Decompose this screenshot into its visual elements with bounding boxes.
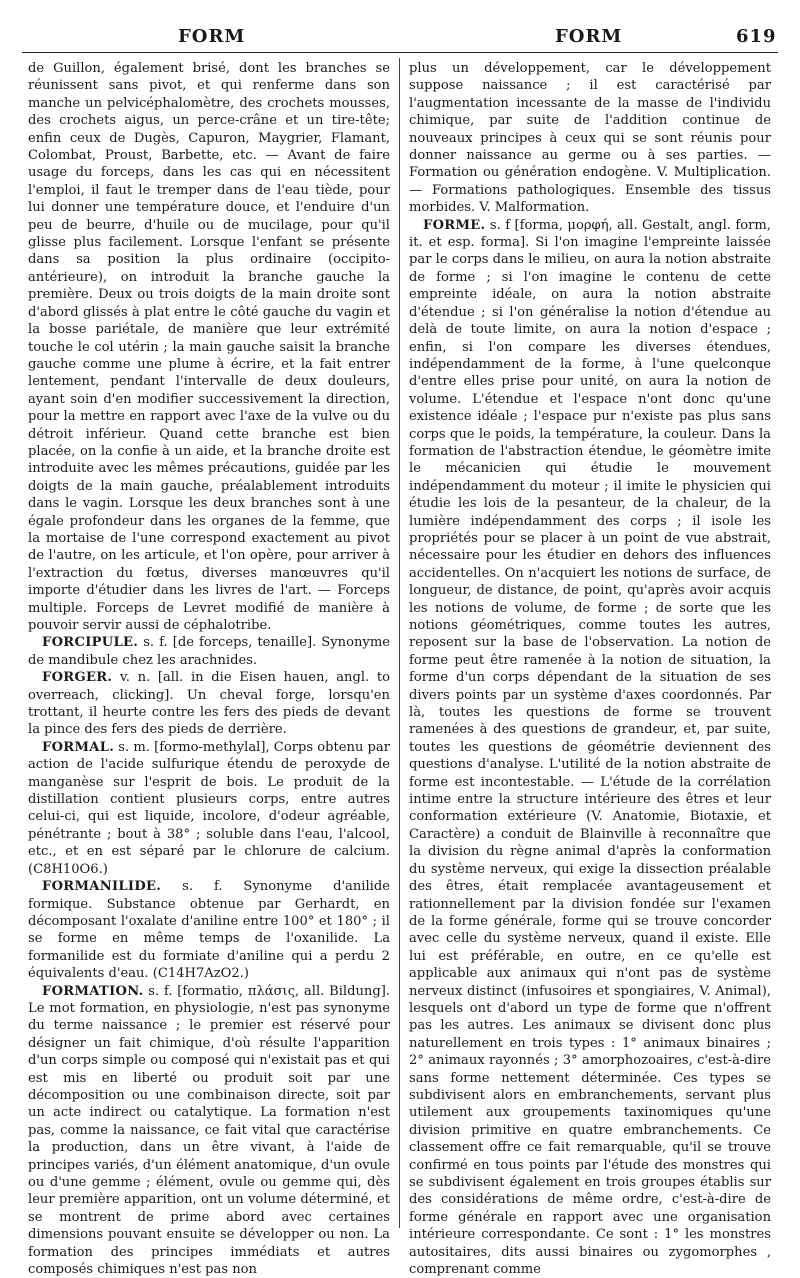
headword: FORMAL. <box>42 739 115 755</box>
entry-formanilide <box>28 878 390 982</box>
forceps-continuation: de Guillon, également brisé, dont les branches se réunissent sans pivot, et qui renferme dans son manche un pelvicéphalomètre, des crochets mousses, des crochets aigus, un perce-crâne et un tire-tête; enfin ceux de Dugès, Capuron, Maygrier, Flamant, Colombat, Proust, Barbette, etc. — Avant de faire usage du forceps, dans les cas qui en nécessitent l'emploi, il faut le tremper dans de l'eau tiède, pour lui donner une température douce, et l'enduire d'un peu de beurre, d'huile ou de mucilage, pour qu'il glisse plus facilement. Lorsque l'enfant se présente dans sa position la plus ordinaire (occipito-antérieure), on introduit la branche gauche la première. Deux ou trois doigts de la main droite sont d'abord glissés à plat entre le côté gauche du vagin et la bosse pariétale, de manière que leur extrémité touche le col utérin ; la main gauche saisit la branche gauche comme une plume à écrire, et la fait entrer lentement, pendant l'intervalle de deux douleurs, ayant soin d'en modifier successivement la direction, pour la mettre en rapport avec l'axe de la vulve ou du détroit inférieur. Quand cette branche est bien placée, on la confie à un aide, et la branche droite est introduite avec les mêmes précautions, guidée par les doigts de la main gauche, préalablement introduits dans le vagin. Lorsque les deux branches sont à une égale profondeur dans les organes de la femme, que la mortaise de l'une correspond exactement au pivot de l'autre, on les articule, et l'on opère, pour arriver à l'extraction du fœtus, diverses manœuvres qu'il importe d'étudier dans les livres de l'art. — Forceps multiple. Forceps de Levret modifié de manière à pouvoir servir aussi de céphalotribe. <box>28 61 390 633</box>
entry-body: v. n. [all. in die Eisen hauen, angl. to overreach, clicking]. Un cheval forge, lorsqu'en trottant, il heurte contre les fers des pieds de devant la pince des fers des pieds de derrière. <box>28 670 390 738</box>
headword: FORMATION. <box>42 983 144 999</box>
entry-body: s. m. [formo-methylal], Corps obtenu par action de l'acide sulfurique étendu de peroxyde de manganèse sur l'esprit de bois. Le produit de la distillation contient plusieurs corps, entre autres celui-ci, qui est liquide, incolore, d'odeur agréable, pénétrante ; bout à 38° ; soluble dans l'eau, l'alcool, etc., et en est séparé par le chlorure de calcium. (C8H10O6.) <box>28 739 390 877</box>
entry-forger <box>28 669 390 739</box>
header-rule <box>22 52 778 53</box>
formation-continuation: plus un développement, car le développement suppose naissance ; il est caractérisé par l'augmentation incessante de la masse de l'individu chimique, par suite de l'addition continue de nouveaux principes à ceux qui se sont réunis pour donner naissance au germe ou à ses parties. — Formation ou génération endogène. V. Multiplication. — Formations pathologiques. Ensemble des tissus morbides. V. Malformation. <box>409 61 771 216</box>
left-column <box>28 60 390 1278</box>
page-number: 619 <box>736 26 777 47</box>
running-head-right: FORM <box>555 26 623 47</box>
entry-formation <box>28 983 390 1278</box>
entry-forme <box>409 217 771 1278</box>
entry-body: s. f [forma, μορφή, all. Gestalt, angl. form, it. et esp. forma]. Si l'on imagine l'empreinte laissée par le corps dans le milieu, on aura la notion abstraite de forme ; si l'on imagine le contenu de cette empreinte idéale, on aura la notion abstraite d'étendue ; si l'on généralise la notion d'étendue au delà de toute limite, on aura la notion d'espace ; enfin, si l'on compare les diverses étendues, indépendamment de la forme, à l'une quelconque d'entre elles prise pour unité, on aura la notion de volume. L'étendue et l'espace n'ont donc qu'une existence idéale ; l'espace pur n'existe pas plus sans corps que le poids, la température, la couleur. Dans la formation de l'abstraction étendue, le géomètre imite le mécanicien qui étudie le mouvement indépendamment du moteur ; il imite le physicien qui étudie les lois de la pesanteur, de la chaleur, de la lumière indépendamment des corps ; il isole les propriétés pour se placer à un point de vue abstrait, nécessaire pour les étudier en dehors des influences accidentelles. On n'acquiert les notions de surface, de longueur, de distance, de point, qu'après avoir acquis les notions de volume, de forme ; de sorte que les notions géométriques, comme toutes les autres, reposent sur la base de l'observation. La notion de forme peut être ramenée à la notion de situation, la forme d'un corps dépendant de la situation de ses divers points par un système d'axes coordonnés. Par là, toutes les questions de forme se trouvent ramenées à des questions de grandeur, et, par suite, toutes les questions de géométrie deviennent des questions d'analyse. L'utilité de la notion abstraite de forme est incontestable. — L'étude de la corrélation intime entre la structure intérieure des êtres et leur conformation extérieure (V. Anatomie, Biotaxie, et Caractère) a conduit de Blainville à reconnaître que la division du règne animal d'après la conformation du système nerveux, qui exige la dissection préalable des êtres, était remplacée avantageusement et rationnellement par la division fondée sur l'examen de la forme générale, forme qui se trouve concorder avec celle du système nerveux, quand il existe. Elle lui est préférable, en outre, en ce qu'elle est applicable aux animaux qui n'ont pas de système nerveux distinct (infusoires et spongiaires, V. Animal), lesquels ont d'abord un type de forme que n'offrent pas les autres. Les animaux se divisent donc plus naturellement en trois types : 1° animaux binaires ; 2° animaux rayonnés ; 3° amorphozoaires, c'est-à-dire sans forme nettement déterminée. Ces types se subdivisent alors en embranchements, servant plus utilement aux groupements taxinomiques qu'une division primitive en quatre embranchements. Ce classement offre ce fait remarquable, qu'il se trouve confirmé en tous points par l'étude des monstres qui se subdivisent également en trois groupes établis sur des considérations de même ordre, c'est-à-dire de forme générale en rapport avec une organisation intérieure correspondante. Ce sont : 1° les monstres autositaires, dits aussi binaires ou zygomorphes , comprenant comme <box>409 217 771 1278</box>
headword: FORMANILIDE. <box>42 879 162 895</box>
headword: FORCIPULE. <box>42 635 139 651</box>
entry-forcipule <box>28 634 390 669</box>
headword: FORGER. <box>42 670 113 686</box>
entry-body: s. f. Synonyme d'anilide formique. Substance obtenue par Gerhardt, en décomposant l'oxalate d'aniline entre 100° et 180° ; il se forme en même temps de l'oxanilide. La formanilide est du formiate d'aniline qui a perdu 2 équivalents d'eau. (C14H7AzO2.) <box>28 879 390 982</box>
running-head-left: FORM <box>178 26 246 47</box>
entry-formal <box>28 739 390 878</box>
entry-body: s. f. [de forceps, tenaille]. Synonyme de mandibule chez les arachnides. <box>28 635 390 668</box>
column-separator <box>399 58 400 1228</box>
headword: FORME. <box>423 217 486 233</box>
right-column <box>409 60 771 1278</box>
entry-body: s. f. [formatio, πλάσις, all. Bildung]. Le mot formation, en physiologie, n'est pas synonyme du terme naissance ; le premier est réservé pour désigner un fait chimique, d'où résulte l'apparition d'un corps simple ou composé qui n'existait pas et qui est mis en liberté ou produit soit par une décomposition ou une combinaison directe, soit par un acte indirect ou catalytique. La formation n'est pas, comme la naissance, ce fait vital que caractérise la production, dans un être vivant, à l'aide de principes variés, d'un élément anatomique, d'un ovule ou d'une gemme ; élément, ovule ou gemme qui, dès leur première apparition, ont un volume déterminé, et se montrent de prime abord avec certaines dimensions pouvant ensuite se développer ou non. La formation des principes immédiats et autres composés chimiques n'est pas non <box>28 983 390 1278</box>
